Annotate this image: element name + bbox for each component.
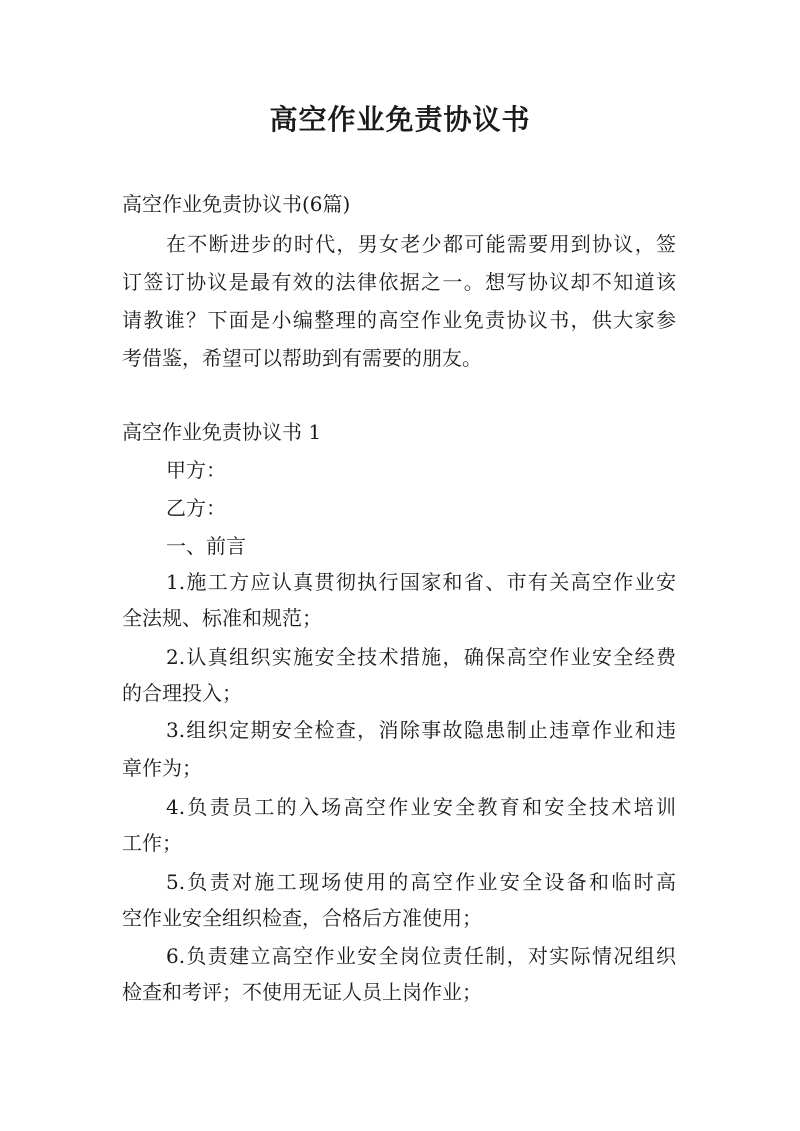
item-3-line-2: 章作为； xyxy=(122,756,202,780)
item-6-line-1: 6.负责建立高空作业安全岗位责任制，对实际情况组织 xyxy=(166,944,676,968)
intro-line-1: 在不断进步的时代，男女老少都可能需要用到协议，签 xyxy=(166,232,676,256)
item-5-line-1: 5.负责对施工现场使用的高空作业安全设备和临时高 xyxy=(166,870,676,894)
item-2-line-1: 2.认真组织实施安全技术措施，确保高空作业安全经费 xyxy=(166,645,676,669)
intro-line-2: 订签订协议是最有效的法律依据之一。想写协议却不知道该 xyxy=(122,270,676,294)
intro-line-4: 考借鉴，希望可以帮助到有需要的朋友。 xyxy=(122,346,482,370)
preface-heading: 一、前言 xyxy=(166,534,246,558)
item-5-line-2: 空作业安全组织检查，合格后方准使用； xyxy=(122,906,482,930)
section-heading: 高空作业免责协议书 1 xyxy=(122,420,322,444)
item-1-line-2: 全法规、标准和规范； xyxy=(122,606,322,630)
item-3-line-1: 3.组织定期安全检查，消除事故隐患制止违章作业和违 xyxy=(166,718,676,742)
party-a-label: 甲方： xyxy=(166,458,226,482)
item-6-line-2: 检查和考评；不使用无证人员上岗作业； xyxy=(122,980,482,1004)
item-1-line-1: 1.施工方应认真贯彻执行国家和省、市有关高空作业安 xyxy=(166,570,676,594)
item-4-line-1: 4.负责员工的入场高空作业安全教育和安全技术培训 xyxy=(166,795,676,819)
item-4-line-2: 工作； xyxy=(122,831,182,855)
document-title: 高空作业免责协议书 xyxy=(269,103,531,136)
party-b-label: 乙方： xyxy=(166,496,226,520)
item-2-line-2: 的合理投入； xyxy=(122,681,242,705)
intro-line-3: 请教谁？下面是小编整理的高空作业免责协议书，供大家参 xyxy=(122,308,676,332)
document-subtitle: 高空作业免责协议书(6篇) xyxy=(122,192,351,216)
